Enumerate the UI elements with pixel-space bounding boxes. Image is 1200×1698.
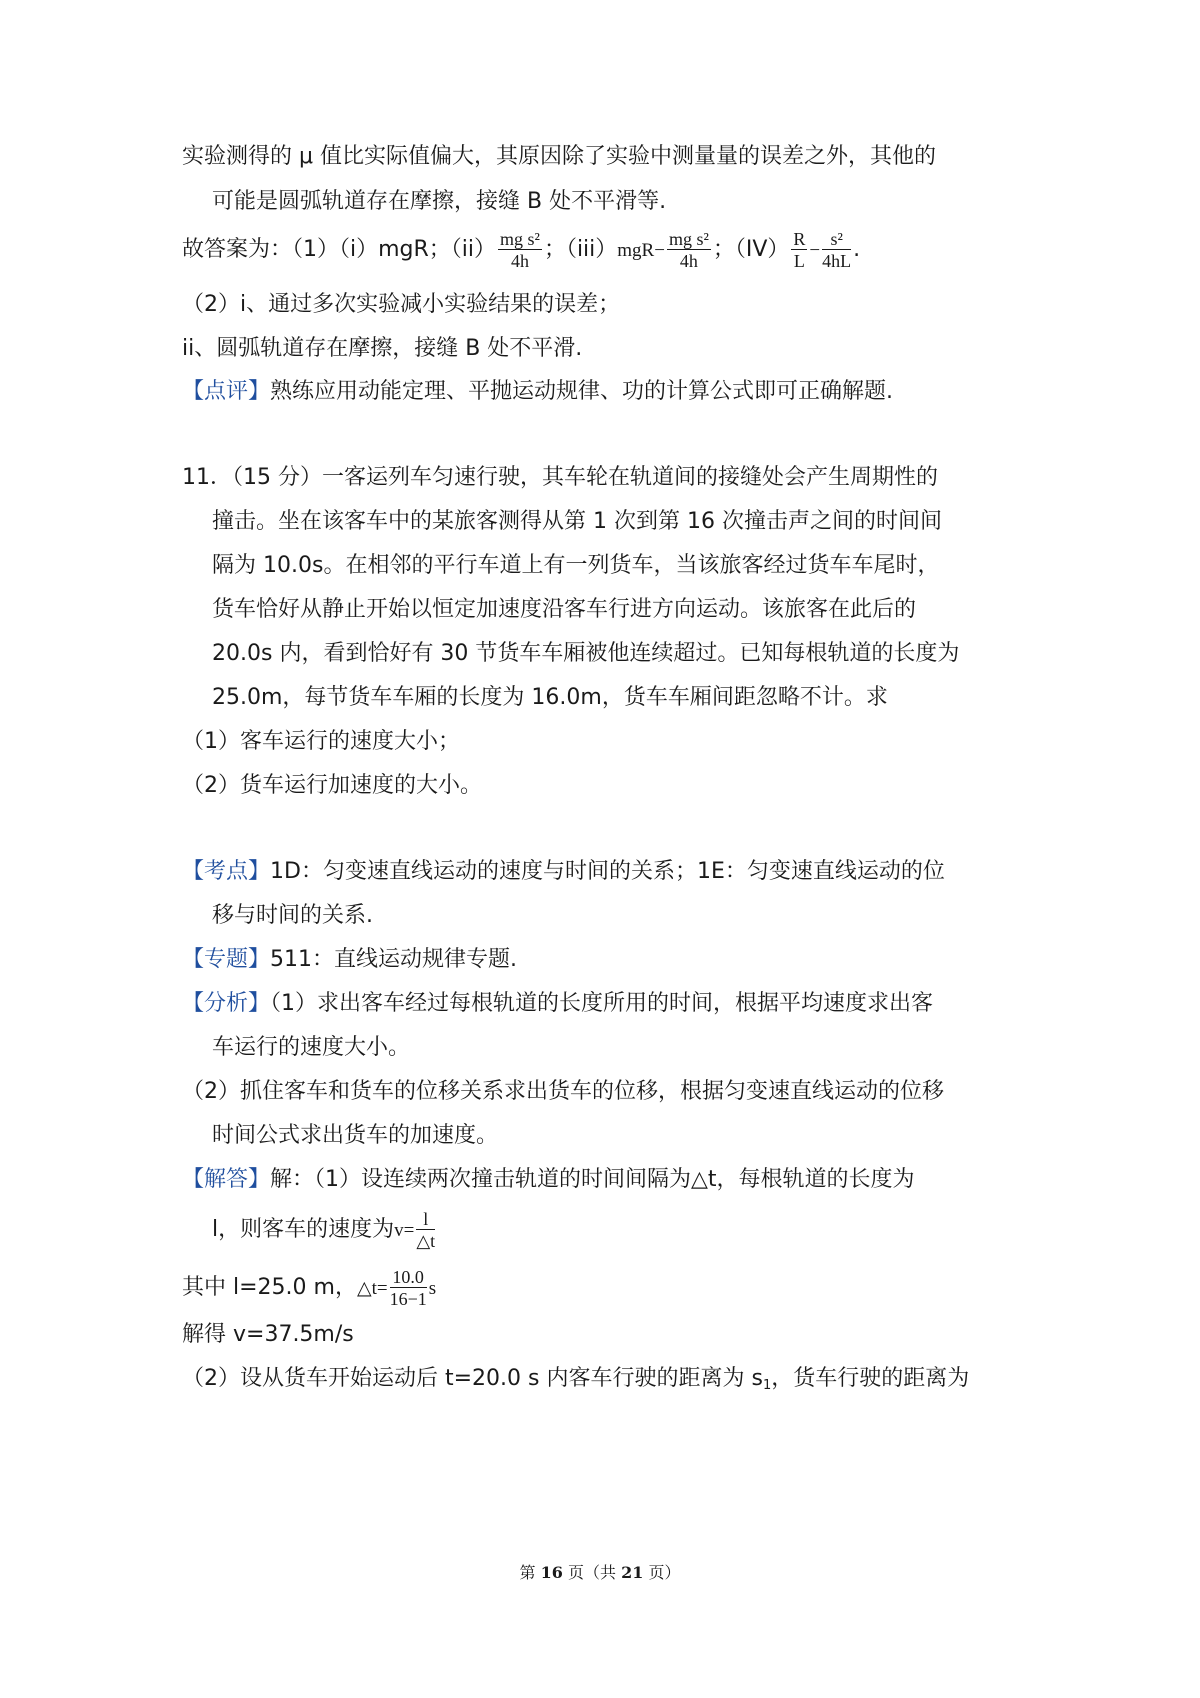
text-span: 其中 l=25.0 m， [182, 1275, 357, 1300]
text-line: ii、圆弧轨道存在摩擦，接缝 B 处不平滑. [182, 336, 583, 361]
fenxi-tag: 【分析】 [182, 991, 271, 1016]
text-line: 移与时间的关系. [212, 903, 373, 928]
formula-text: △t= [356, 1278, 388, 1299]
text-line: 时间公式求出货车的加速度。 [212, 1123, 499, 1148]
fenxi-text: （1）求出客车经过每根轨道的长度所用的时间，根据平均速度求出客 [270, 991, 934, 1016]
question-line: 25.0m，每节货车车厢的长度为 16.0m，货车车厢间距忽略不计。求 [212, 685, 888, 710]
text-line: 车运行的速度大小。 [212, 1035, 411, 1060]
subscript: 1 [762, 1378, 772, 1393]
kaodian-line [182, 857, 945, 887]
fraction: $\frac{\text{mg s²}}{4h}$ [668, 229, 709, 271]
question-line: 撞击。坐在该客车中的某旅客测得从第 1 次到第 16 次撞击声之间的时间间 [212, 509, 942, 534]
text-line: （2）抓住客车和货车的位移关系求出货车的位移，根据匀变速直线运动的位移 [182, 1079, 944, 1104]
question-line: 20.0s 内，看到恰好有 30 节货车车厢被他连续超过。已知每根轨道的长度为 [212, 641, 960, 666]
question-line: （1）客车运行的速度大小； [182, 729, 460, 754]
fenxi-line [182, 989, 933, 1019]
zhuanti-tag: 【专题】 [182, 947, 271, 972]
fraction: $\frac{R}{L}$ [793, 229, 806, 271]
text-line: （2）i、通过多次实验减小实验结果的误差； [182, 292, 621, 317]
text-span: （2）设从货车开始运动后 t=20.0 s 内客车行驶的距离为 s [182, 1366, 763, 1391]
review-line [182, 377, 893, 407]
text-line: 解得 v=37.5m/s [182, 1322, 354, 1347]
formula-line [182, 1268, 436, 1308]
formula-text: s [428, 1278, 437, 1299]
jieda-line [182, 1165, 915, 1195]
jieda-text: 解：（1）设连续两次撞击轨道的时间间隔为△t，每根轨道的长度为 [270, 1167, 915, 1192]
text-line: 可能是圆弧轨道存在摩擦，接缝 B 处不平滑等. [212, 189, 667, 214]
fraction: $\frac{l}{\triangle t}$ [416, 1209, 436, 1251]
formula-text: mgR− [617, 240, 665, 261]
jieda-tag: 【解答】 [182, 1167, 271, 1192]
kaodian-tag: 【考点】 [182, 859, 271, 884]
review-tag: 【点评】 [182, 379, 271, 404]
question-line: 11．（15 分）一客运列车匀速行驶，其车轮在轨道间的接缝处会产生周期性的 [182, 465, 938, 490]
page-number: 16 [540, 1563, 563, 1582]
answer-separator: ；（iii） [543, 237, 618, 262]
page-footer: 第 16 页（共 21 页） [519, 1563, 681, 1582]
formula-text: − [809, 240, 821, 261]
answer-separator: ；（IV） [712, 237, 790, 262]
fraction: $\frac{\text{mg s²}}{4h}$ [500, 229, 540, 271]
text-line: 实验测得的 μ 值比实际值偏大，其原因除了实验中测量量的误差之外，其他的 [182, 144, 936, 169]
formula-line [212, 1210, 437, 1250]
kaodian-text: 1D：匀变速直线运动的速度与时间的关系；1E：匀变速直线运动的位 [270, 859, 945, 884]
answer-line [182, 230, 860, 270]
question-line: （2）货车运行加速度的大小。 [182, 773, 482, 798]
zhuanti-line [182, 945, 517, 975]
question-line: 隔为 10.0s。在相邻的平行车道上有一列货车，当该旅客经过货车车尾时， [212, 553, 940, 578]
text-span: l，则客车的速度为 [212, 1217, 395, 1242]
question-line: 货车恰好从静止开始以恒定加速度沿客车行进方向运动。该旅客在此后的 [212, 597, 917, 622]
fraction: $\frac{\text{s²}}{4hL}$ [822, 229, 852, 271]
answer-prefix: 故答案为：（1）（i）mgR；（ii） [182, 237, 497, 262]
review-text: 熟练应用动能定理、平抛运动规律、功的计算公式即可正确解题. [270, 379, 894, 404]
text-span: ，货车行驶的距离为 [771, 1366, 970, 1391]
formula-text: v= [394, 1220, 415, 1241]
answer-end: . [853, 237, 861, 262]
text-line [182, 1364, 969, 1401]
fraction: $\frac{10.0}{16-1}$ [389, 1267, 427, 1309]
page-total: 21 [621, 1563, 644, 1582]
zhuanti-text: 511：直线运动规律专题. [270, 947, 518, 972]
